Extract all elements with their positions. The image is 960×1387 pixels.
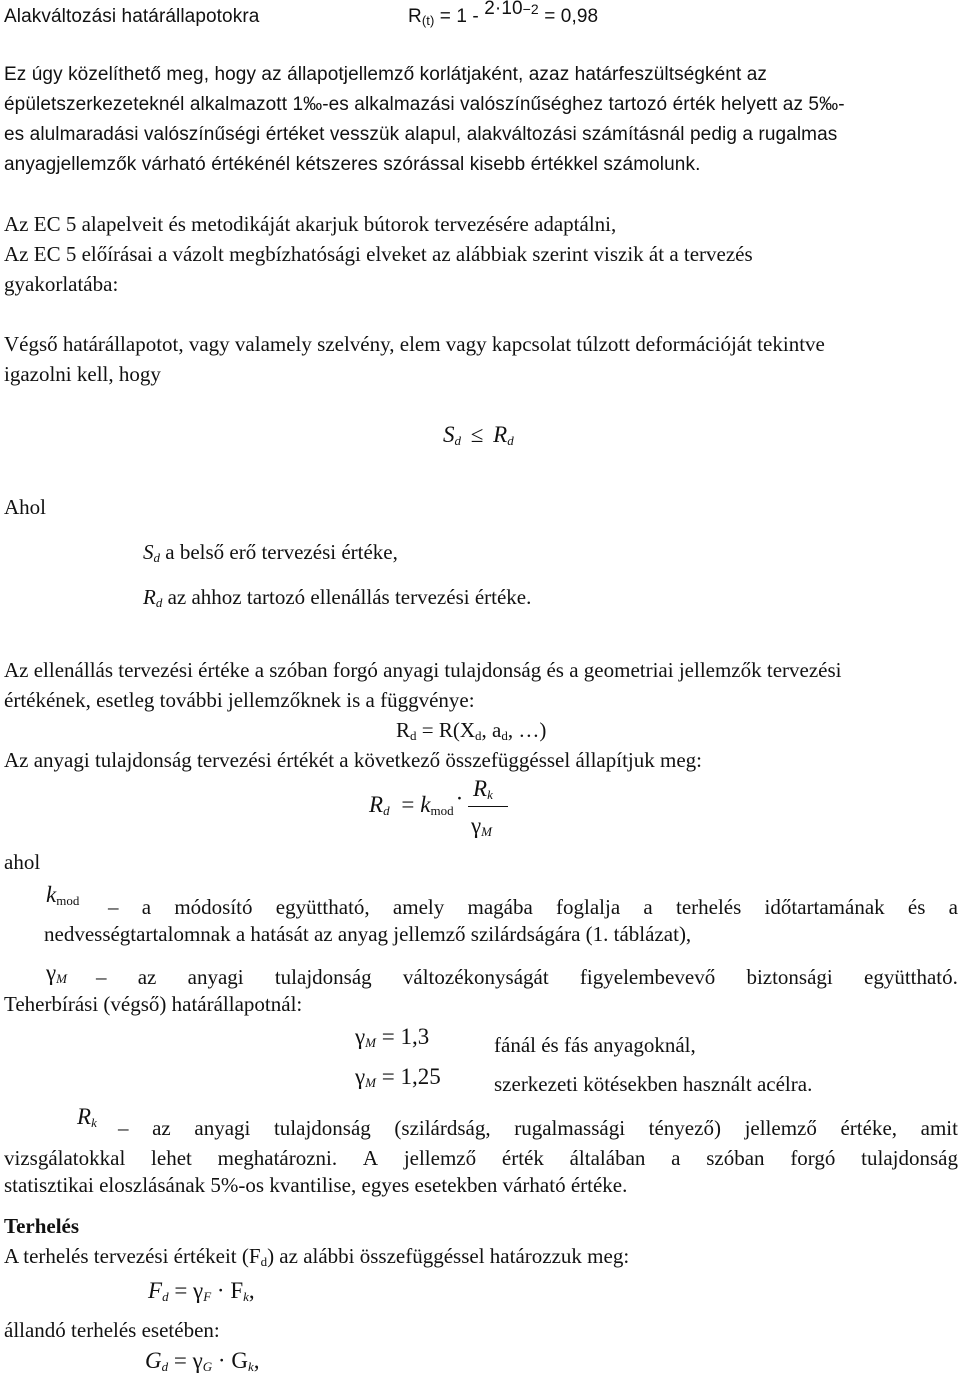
word: –	[118, 1116, 129, 1140]
ec5-line-1: Az EC 5 alapelveit és metodikáját akarjuk bútorok tervezésére adaptálni,	[4, 212, 617, 236]
word: forgó	[790, 1146, 836, 1170]
word: (szilárdság,	[394, 1116, 491, 1140]
word: amely	[392, 895, 445, 919]
word: terhelés	[676, 895, 742, 919]
ellenallas-line-3: Az anyagi tulajdonság tervezési értékét a következő összefüggéssel állapítjuk meg:	[4, 748, 702, 772]
word: jellemző	[403, 1146, 477, 1170]
word: –	[108, 895, 119, 919]
load-formula: $F_d = \gamma_F \cdot F_k$,	[148, 1278, 255, 1304]
design-inequality: $S_d \le R_d$	[443, 422, 514, 448]
word: anyagi	[194, 1116, 251, 1140]
word: tulajdonság	[273, 1116, 371, 1140]
word: az	[152, 1116, 171, 1140]
intro-line-4: anyagjellemzők várható értékénél kétszeres szórással kisebb értékkel számolunk.	[4, 154, 701, 175]
rk-definition-line-3: statisztikai eloszlásának 5%-os kvantilise, egyes esetekben várható értéke.	[4, 1173, 628, 1197]
vegso-line-2: igazolni kell, hogy	[4, 362, 161, 386]
gamma-m-wood: $\gamma_M = 1,3$	[355, 1024, 430, 1050]
ec5-line-3: gyakorlatába:	[4, 272, 119, 296]
terheles-line-1: A terhelés tervezési értékeit $(F_d)$ az alábbi összefüggéssel határozzuk meg:	[4, 1244, 630, 1269]
teherbiras-label: Teherbírási (végső) határállapotnál:	[4, 992, 303, 1016]
word: figyelembevevő	[579, 965, 716, 989]
word: rugalmassági	[514, 1116, 626, 1140]
word: amit	[920, 1116, 958, 1140]
word: meghatározni.	[217, 1146, 338, 1170]
word: és	[907, 895, 926, 919]
word: a	[643, 895, 653, 919]
reliability-formula: $R_{(t)} = 1 - 2\cdot 10^{-2} = 0,98$	[408, 0, 599, 28]
fraction-bar	[468, 806, 508, 807]
vegso-line-1: Végső határállapotot, vagy valamely szelvény, elem vagy kapcsolat túlzott deformációját tekintve	[4, 332, 825, 356]
rd-definition: $R_d$ az ahhoz tartozó ellenállás tervezési értéke.	[143, 585, 532, 610]
word: anyagi	[187, 965, 244, 989]
gamma-m-definition	[96, 962, 958, 992]
word: tulajdonság	[861, 1146, 958, 1170]
word: biztonsági	[746, 965, 833, 989]
word: tényező)	[648, 1116, 721, 1140]
rk-definition-line-2	[4, 1143, 958, 1173]
word: vizsgálatokkal	[4, 1146, 126, 1170]
kmod-definition-line-1	[108, 892, 958, 922]
kmod-definition-line-2: nedvességtartalomnak a hatását az anyag jellemző szilárdságára (1. táblázat),	[44, 922, 692, 946]
rk-definition-line-1	[118, 1113, 958, 1143]
word: magába	[467, 895, 533, 919]
kmod-symbol: $k_{mod}$	[46, 882, 80, 908]
ellenallas-line-2: értékének, esetleg további jellemzőknek is a függvénye:	[4, 688, 475, 712]
word: A	[362, 1146, 379, 1170]
gamma-m-steel-text: szerkezeti kötésekben használt acélra.	[494, 1072, 813, 1096]
word: az	[137, 965, 157, 989]
intro-line-1: Ez úgy közelíthető meg, hogy az állapotjellemző korlátjaként, azaz határfeszültségként az	[4, 64, 767, 85]
word: időtartamának	[764, 895, 885, 919]
word: együttható.	[864, 965, 958, 989]
terheles-heading: Terhelés	[4, 1214, 80, 1238]
word: a	[671, 1146, 681, 1170]
ellenallas-line-1: Az ellenállás tervezési értéke a szóban forgó anyagi tulajdonság és a geometriai jellemzők tervezési	[4, 658, 842, 682]
ahol2-label: ahol	[4, 850, 41, 874]
section-title: Alakváltozási határállapotokra	[4, 6, 260, 27]
word: –	[96, 965, 107, 989]
word: a	[141, 895, 152, 919]
gamma-m-wood-text: fánál és fás anyagoknál,	[494, 1033, 696, 1057]
word: értéke,	[840, 1116, 898, 1140]
word: általában	[569, 1146, 646, 1170]
intro-line-3: es alulmaradási valószínűségi értéket vesszük alapul, alakváltozási számításnál pedig a rugalmas	[4, 124, 838, 145]
permanent-load-formula: $G_d = \gamma_G \cdot G_k$,	[145, 1348, 260, 1374]
rd-function-formula: $R_d = R(X_d$, $a_d$, …)	[396, 718, 547, 743]
word: tulajdonság	[274, 965, 372, 989]
ahol-label: Ahol	[4, 495, 46, 519]
word: foglalja	[556, 895, 621, 919]
word: együttható,	[275, 895, 370, 919]
word: a	[948, 895, 958, 919]
word: módosító	[174, 895, 253, 919]
allando-label: állandó terhelés esetében:	[4, 1318, 220, 1342]
word: jellemző	[744, 1116, 817, 1140]
sd-definition: $S_d$ a belső erő tervezési értéke,	[143, 540, 398, 565]
ec5-line-2: Az EC 5 előírásai a vázolt megbízhatósági elveket az alábbiak szerint viszik át a tervezés	[4, 242, 753, 266]
rk-symbol: $R_k$	[77, 1104, 97, 1130]
word: szóban	[706, 1146, 765, 1170]
gamma-m-steel: $\gamma_M = 1,25$	[355, 1064, 441, 1090]
intro-line-2: épületszerkezeteknél alkalmazott 1‰-es alkalmazási valószínűséghez tartozó érték helyett az 5‰-	[4, 94, 845, 115]
gamma-m-symbol: $\gamma_M$	[46, 960, 68, 986]
word: lehet	[151, 1146, 192, 1170]
word: érték	[501, 1146, 544, 1170]
word: változékonyságát	[402, 965, 549, 989]
